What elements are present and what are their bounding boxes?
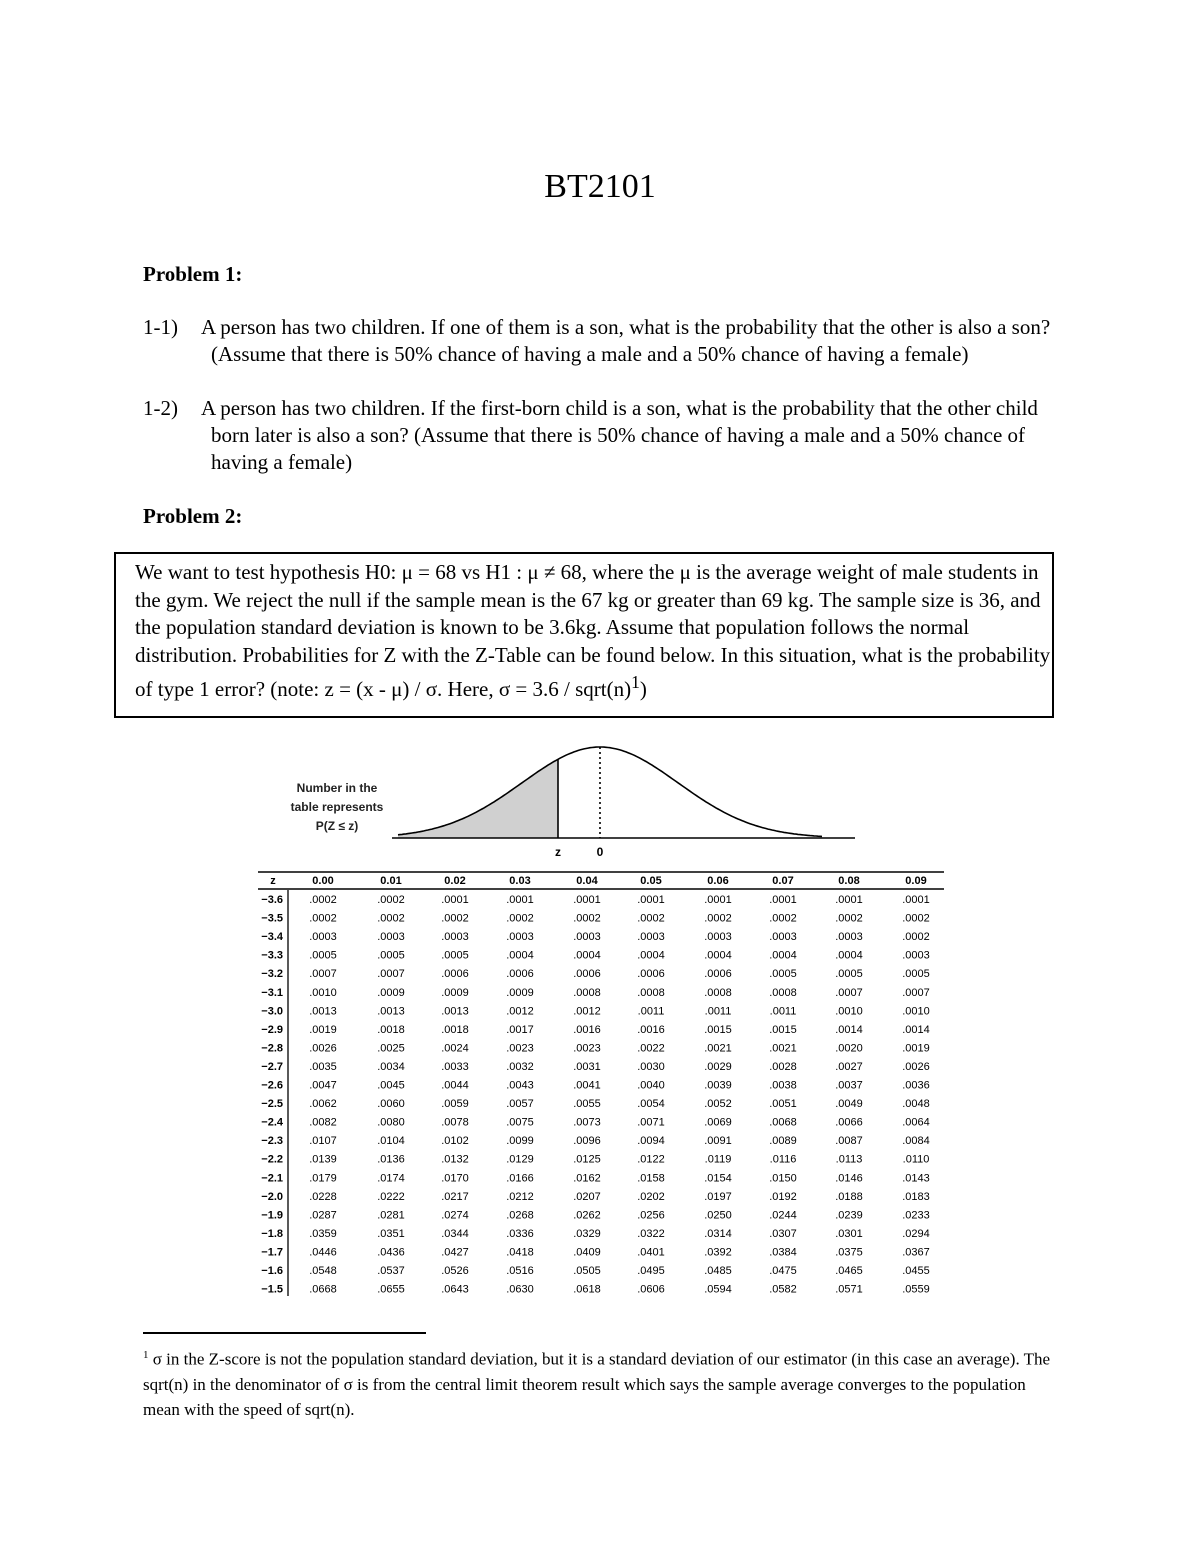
table-cell: .0032 xyxy=(506,1060,534,1073)
table-cell: .0436 xyxy=(377,1246,405,1259)
table-cell: .0014 xyxy=(835,1023,863,1036)
table-cell: .0017 xyxy=(506,1023,534,1036)
table-row-z: −2.4 xyxy=(261,1116,283,1129)
table-cell: .0064 xyxy=(902,1116,930,1129)
table-cell: .0069 xyxy=(704,1116,732,1129)
table-cell: .0004 xyxy=(573,949,601,962)
table-cell: .0005 xyxy=(377,949,405,962)
table-cell: .0052 xyxy=(704,1098,732,1111)
table-cell: .0119 xyxy=(704,1153,732,1166)
table-cell: .0188 xyxy=(835,1190,863,1203)
table-cell: .0222 xyxy=(377,1190,405,1203)
table-cell: .0005 xyxy=(902,968,930,981)
curve-caption-line: table represents xyxy=(290,800,384,814)
table-cell: .0004 xyxy=(637,949,665,962)
question-text: A person has two children. If the first-born child is a son, what is the probability that the other child born later is also a son? (Assume that there is 50% chance of having a male and a 50% chance of having a female) xyxy=(201,396,1038,474)
curve-caption-line: Number in the xyxy=(296,781,378,795)
question-1-1 xyxy=(143,314,1063,368)
table-cell: .0125 xyxy=(573,1153,601,1166)
table-cell: .0001 xyxy=(769,894,797,906)
table-cell: .0010 xyxy=(902,1005,930,1018)
question-number: 1-1) xyxy=(143,315,178,339)
table-cell: .0139 xyxy=(309,1153,337,1166)
table-cell: .0023 xyxy=(573,1042,601,1055)
table-row-z: −2.9 xyxy=(261,1023,283,1036)
table-cell: .0009 xyxy=(377,986,405,999)
table-cell: .0011 xyxy=(704,1005,732,1018)
table-cell: .0322 xyxy=(637,1227,665,1240)
table-cell: .0024 xyxy=(441,1042,469,1055)
table-cell: .0475 xyxy=(769,1265,797,1277)
table-cell: .0003 xyxy=(704,931,732,944)
table-cell: .0023 xyxy=(506,1042,534,1055)
problem-2-text: We want to test hypothesis H0: μ = 68 vs H1 : μ ≠ 68, where the μ is the average weight of male students in the gym. We reject the null if the sample mean is the 67 kg or greater than 69 kg. The sample size is 36, and the population standard deviation is known to be 3.6kg. Assume that population follows the normal distribution. Probabilities for Z with the Z-Table can be found below. In this situation, what is the probability of type 1 error? (note: z = (x - μ) / σ. Here, σ = 3.6 / sqrt(n) xyxy=(135,560,1051,701)
table-cell: .0037 xyxy=(835,1079,863,1092)
table-cell: .0307 xyxy=(769,1227,797,1240)
footnote xyxy=(143,1343,1063,1422)
table-cell: .0002 xyxy=(377,912,405,925)
table-row-z: −3.2 xyxy=(261,968,283,981)
problem-2-heading: Problem 2: xyxy=(143,504,243,528)
footnote-text: σ in the Z-score is not the population standard deviation, but it is a standard deviation of our estimator (in this case an average). The sqrt(n) in the denominator of σ is from the central limit theorem result which says the sample average converges to the population mean with the speed of sqrt(n). xyxy=(143,1349,1051,1419)
table-column-header: 0.02 xyxy=(444,875,466,887)
table-cell: .0594 xyxy=(704,1283,732,1296)
question-text: A person has two children. If one of them is a son, what is the probability that the other is also a son? (Assume that there is 50% chance of having a male and a 50% chance of having a female) xyxy=(201,315,1051,366)
table-cell: .0002 xyxy=(902,931,930,944)
table-cell: .0029 xyxy=(704,1060,732,1073)
table-row-z: −2.2 xyxy=(261,1153,283,1166)
table-cell: .0002 xyxy=(704,912,732,925)
table-cell: .0003 xyxy=(506,931,534,944)
z-label: z xyxy=(555,845,561,859)
table-cell: .0001 xyxy=(704,894,732,906)
table-cell: .0040 xyxy=(637,1079,665,1092)
table-cell: .0048 xyxy=(902,1098,930,1111)
table-row-z: −1.6 xyxy=(261,1265,283,1277)
table-cell: .0104 xyxy=(377,1135,405,1148)
table-cell: .0002 xyxy=(637,912,665,925)
problem-1-heading: Problem 1: xyxy=(143,262,243,286)
table-cell: .0102 xyxy=(441,1135,469,1148)
table-cell: .0012 xyxy=(573,1005,601,1018)
table-row-z: −3.0 xyxy=(261,1005,283,1018)
table-cell: .0015 xyxy=(704,1023,732,1036)
document-title: BT2101 xyxy=(544,168,656,205)
table-cell: .0262 xyxy=(573,1209,601,1222)
table-cell: .0281 xyxy=(377,1209,405,1222)
table-cell: .0359 xyxy=(309,1227,337,1240)
table-cell: .0060 xyxy=(377,1098,405,1111)
table-cell: .0485 xyxy=(704,1265,732,1277)
table-cell: .0031 xyxy=(573,1060,601,1073)
table-cell: .0026 xyxy=(902,1060,930,1073)
table-row-z: −1.9 xyxy=(261,1209,283,1222)
table-cell: .0006 xyxy=(441,968,469,981)
table-cell: .0007 xyxy=(377,968,405,981)
table-cell: .0016 xyxy=(637,1023,665,1036)
table-cell: .0054 xyxy=(637,1098,665,1111)
table-cell: .0015 xyxy=(769,1023,797,1036)
table-cell: .0212 xyxy=(506,1190,534,1203)
table-cell: .0537 xyxy=(377,1265,405,1277)
zero-label: 0 xyxy=(596,845,604,859)
table-cell: .0096 xyxy=(573,1135,601,1148)
table-cell: .0094 xyxy=(637,1135,665,1148)
table-cell: .0080 xyxy=(377,1116,405,1129)
table-cell: .0010 xyxy=(309,986,337,999)
table-column-header: 0.06 xyxy=(707,875,729,887)
table-cell: .0078 xyxy=(441,1116,469,1129)
footnote-divider xyxy=(143,1332,426,1334)
table-cell: .0427 xyxy=(441,1246,469,1259)
table-cell: .0004 xyxy=(506,949,534,962)
table-cell: .0001 xyxy=(506,894,534,906)
table-cell: .0008 xyxy=(573,986,601,999)
table-cell: .0002 xyxy=(506,912,534,925)
table-cell: .0179 xyxy=(309,1172,337,1185)
table-cell: .0003 xyxy=(835,931,863,944)
shaded-area xyxy=(398,759,558,838)
table-cell: .0465 xyxy=(835,1265,863,1277)
table-row-z: −2.0 xyxy=(261,1190,283,1203)
table-cell: .0019 xyxy=(902,1042,930,1055)
table-cell: .0392 xyxy=(704,1246,732,1259)
table-row-z: −1.5 xyxy=(261,1283,283,1296)
table-cell: .0202 xyxy=(637,1190,665,1203)
table-cell: .0618 xyxy=(573,1283,601,1296)
table-cell: .0014 xyxy=(902,1023,930,1036)
table-cell: .0002 xyxy=(309,912,337,925)
table-cell: .0129 xyxy=(506,1153,534,1166)
table-cell: .0351 xyxy=(377,1227,405,1240)
table-cell: .0013 xyxy=(377,1005,405,1018)
table-cell: .0003 xyxy=(637,931,665,944)
table-column-header: 0.00 xyxy=(312,875,334,887)
table-cell: .0505 xyxy=(573,1265,601,1277)
table-cell: .0162 xyxy=(573,1172,601,1185)
table-cell: .0606 xyxy=(637,1283,665,1296)
table-cell: .0197 xyxy=(704,1190,732,1203)
table-cell: .0075 xyxy=(506,1116,534,1129)
table-cell: .0005 xyxy=(441,949,469,962)
table-row-z: −3.1 xyxy=(261,986,283,999)
table-column-header: 0.04 xyxy=(576,875,598,887)
table-cell: .0002 xyxy=(835,912,863,925)
table-cell: .0004 xyxy=(704,949,732,962)
table-cell: .0244 xyxy=(769,1209,797,1222)
problem-2-box xyxy=(114,552,1054,718)
table-cell: .0071 xyxy=(637,1116,665,1129)
table-column-header: 0.09 xyxy=(905,875,927,887)
table-cell: .0005 xyxy=(835,968,863,981)
table-cell: .0010 xyxy=(835,1005,863,1018)
table-cell: .0049 xyxy=(835,1098,863,1111)
table-cell: .0668 xyxy=(309,1283,337,1296)
table-cell: .0003 xyxy=(769,931,797,944)
table-cell: .0170 xyxy=(441,1172,469,1185)
question-1-2 xyxy=(143,395,1063,476)
table-column-header: 0.08 xyxy=(838,875,860,887)
table-cell: .0007 xyxy=(309,968,337,981)
table-cell: .0002 xyxy=(309,894,337,906)
table-cell: .0455 xyxy=(902,1265,930,1277)
table-cell: .0268 xyxy=(506,1209,534,1222)
table-cell: .0034 xyxy=(377,1060,405,1073)
table-cell: .0217 xyxy=(441,1190,469,1203)
table-row-z: −3.4 xyxy=(261,931,283,944)
table-row-z: −1.8 xyxy=(261,1227,283,1240)
table-cell: .0035 xyxy=(309,1060,337,1073)
table-cell: .0006 xyxy=(573,968,601,981)
table-cell: .0526 xyxy=(441,1265,469,1277)
table-cell: .0002 xyxy=(902,912,930,925)
table-cell: .0239 xyxy=(835,1209,863,1222)
table-cell: .0082 xyxy=(309,1116,337,1129)
table-cell: .0367 xyxy=(902,1246,930,1259)
table-cell: .0041 xyxy=(573,1079,601,1092)
table-cell: .0051 xyxy=(769,1098,797,1111)
table-cell: .0256 xyxy=(637,1209,665,1222)
table-cell: .0559 xyxy=(902,1283,930,1296)
table-cell: .0643 xyxy=(441,1283,469,1296)
table-cell: .0036 xyxy=(902,1079,930,1092)
table-cell: .0336 xyxy=(506,1227,534,1240)
table-cell: .0344 xyxy=(441,1227,469,1240)
table-row-z: −2.1 xyxy=(261,1172,283,1185)
table-row-z: −3.6 xyxy=(261,894,283,906)
table-cell: .0002 xyxy=(769,912,797,925)
table-row-z: −2.7 xyxy=(261,1060,283,1073)
table-row-z: −2.6 xyxy=(261,1079,283,1092)
table-cell: .0006 xyxy=(506,968,534,981)
question-number: 1-2) xyxy=(143,396,178,420)
table-cell: .0021 xyxy=(704,1042,732,1055)
table-cell: .0110 xyxy=(902,1153,930,1166)
table-cell: .0006 xyxy=(704,968,732,981)
table-cell: .0011 xyxy=(637,1005,665,1018)
table-cell: .0154 xyxy=(704,1172,732,1185)
table-cell: .0001 xyxy=(835,894,863,906)
table-cell: .0233 xyxy=(902,1209,930,1222)
table-cell: .0068 xyxy=(769,1116,797,1129)
table-column-header: 0.05 xyxy=(640,875,662,887)
table-cell: .0287 xyxy=(309,1209,337,1222)
table-column-header: 0.01 xyxy=(380,875,402,887)
curve-caption-line: P(Z ≤ z) xyxy=(315,819,359,833)
table-cell: .0004 xyxy=(835,949,863,962)
table-column-header: 0.03 xyxy=(509,875,531,887)
table-cell: .0033 xyxy=(441,1060,469,1073)
table-cell: .0008 xyxy=(769,986,797,999)
table-cell: .0089 xyxy=(769,1135,797,1148)
table-cell: .0418 xyxy=(506,1246,534,1259)
table-cell: .0020 xyxy=(835,1042,863,1055)
table-cell: .0002 xyxy=(573,912,601,925)
table-cell: .0001 xyxy=(573,894,601,906)
table-cell: .0044 xyxy=(441,1079,469,1092)
table-cell: .0018 xyxy=(377,1023,405,1036)
table-cell: .0409 xyxy=(573,1246,601,1259)
table-cell: .0066 xyxy=(835,1116,863,1129)
table-cell: .0026 xyxy=(309,1042,337,1055)
table-cell: .0025 xyxy=(377,1042,405,1055)
table-cell: .0183 xyxy=(902,1190,930,1203)
table-cell: .0132 xyxy=(441,1153,469,1166)
table-cell: .0057 xyxy=(506,1098,534,1111)
table-cell: .0001 xyxy=(441,894,469,906)
table-cell: .0043 xyxy=(506,1079,534,1092)
table-cell: .0018 xyxy=(441,1023,469,1036)
table-row-z: −2.3 xyxy=(261,1135,283,1148)
table-cell: .0091 xyxy=(704,1135,732,1148)
table-row-z: −3.3 xyxy=(261,949,283,962)
table-cell: .0005 xyxy=(309,949,337,962)
table-cell: .0301 xyxy=(835,1227,863,1240)
table-cell: .0013 xyxy=(441,1005,469,1018)
table-cell: .0401 xyxy=(637,1246,665,1259)
table-cell: .0011 xyxy=(769,1005,797,1018)
table-cell: .0002 xyxy=(441,912,469,925)
table-cell: .0099 xyxy=(506,1135,534,1148)
table-cell: .0039 xyxy=(704,1079,732,1092)
table-cell: .0008 xyxy=(704,986,732,999)
table-cell: .0548 xyxy=(309,1265,337,1277)
table-cell: .0006 xyxy=(637,968,665,981)
table-cell: .0038 xyxy=(769,1079,797,1092)
table-cell: .0022 xyxy=(637,1042,665,1055)
table-header-z: z xyxy=(270,875,276,887)
table-cell: .0001 xyxy=(637,894,665,906)
table-cell: .0045 xyxy=(377,1079,405,1092)
table-cell: .0122 xyxy=(637,1153,665,1166)
table-cell: .0030 xyxy=(637,1060,665,1073)
table-cell: .0009 xyxy=(506,986,534,999)
table-cell: .0146 xyxy=(835,1172,863,1185)
table-cell: .0012 xyxy=(506,1005,534,1018)
table-cell: .0294 xyxy=(902,1227,930,1240)
table-cell: .0047 xyxy=(309,1079,337,1092)
table-cell: .0005 xyxy=(769,968,797,981)
table-cell: .0113 xyxy=(835,1153,863,1166)
table-cell: .0274 xyxy=(441,1209,469,1222)
table-cell: .0166 xyxy=(506,1172,534,1185)
table-cell: .0062 xyxy=(309,1098,337,1111)
table-cell: .0016 xyxy=(573,1023,601,1036)
table-cell: .0073 xyxy=(573,1116,601,1129)
table-cell: .0655 xyxy=(377,1283,405,1296)
table-column-header: 0.07 xyxy=(772,875,794,887)
table-cell: .0136 xyxy=(377,1153,405,1166)
table-cell: .0028 xyxy=(769,1060,797,1073)
table-row-z: −2.5 xyxy=(261,1098,283,1111)
table-cell: .0002 xyxy=(377,894,405,906)
table-cell: .0009 xyxy=(441,986,469,999)
table-cell: .0228 xyxy=(309,1190,337,1203)
table-cell: .0003 xyxy=(377,931,405,944)
footnote-mark: 1 xyxy=(143,1349,149,1361)
table-cell: .0250 xyxy=(704,1209,732,1222)
table-cell: .0192 xyxy=(769,1190,797,1203)
table-cell: .0516 xyxy=(506,1265,534,1277)
table-cell: .0116 xyxy=(769,1153,797,1166)
table-row-z: −2.8 xyxy=(261,1042,283,1055)
table-cell: .0008 xyxy=(637,986,665,999)
table-cell: .0001 xyxy=(902,894,930,906)
table-cell: .0003 xyxy=(441,931,469,944)
table-cell: .0003 xyxy=(573,931,601,944)
footnote-reference: 1 xyxy=(631,672,640,692)
table-cell: .0004 xyxy=(769,949,797,962)
table-cell: .0582 xyxy=(769,1283,797,1296)
table-cell: .0007 xyxy=(835,986,863,999)
table-cell: .0207 xyxy=(573,1190,601,1203)
table-cell: .0495 xyxy=(637,1265,665,1277)
table-cell: .0143 xyxy=(902,1172,930,1185)
table-row-z: −3.5 xyxy=(261,912,283,925)
table-cell: .0384 xyxy=(769,1246,797,1259)
table-cell: .0150 xyxy=(769,1172,797,1185)
table-cell: .0059 xyxy=(441,1098,469,1111)
table-cell: .0007 xyxy=(902,986,930,999)
table-cell: .0087 xyxy=(835,1135,863,1148)
table-cell: .0021 xyxy=(769,1042,797,1055)
table-cell: .0084 xyxy=(902,1135,930,1148)
table-cell: .0375 xyxy=(835,1246,863,1259)
table-cell: .0329 xyxy=(573,1227,601,1240)
table-cell: .0013 xyxy=(309,1005,337,1018)
problem-2-text-end: ) xyxy=(639,677,647,701)
table-cell: .0107 xyxy=(309,1135,337,1148)
table-cell: .0571 xyxy=(835,1283,863,1296)
table-cell: .0027 xyxy=(835,1060,863,1073)
normal-curve xyxy=(398,747,822,836)
table-cell: .0003 xyxy=(902,949,930,962)
table-cell: .0630 xyxy=(506,1283,534,1296)
table-row-z: −1.7 xyxy=(261,1246,283,1259)
table-cell: .0446 xyxy=(309,1246,337,1259)
table-cell: .0174 xyxy=(377,1172,405,1185)
table-cell: .0055 xyxy=(573,1098,601,1111)
table-cell: .0003 xyxy=(309,931,337,944)
table-cell: .0158 xyxy=(637,1172,665,1185)
table-cell: .0314 xyxy=(704,1227,732,1240)
table-cell: .0019 xyxy=(309,1023,337,1036)
